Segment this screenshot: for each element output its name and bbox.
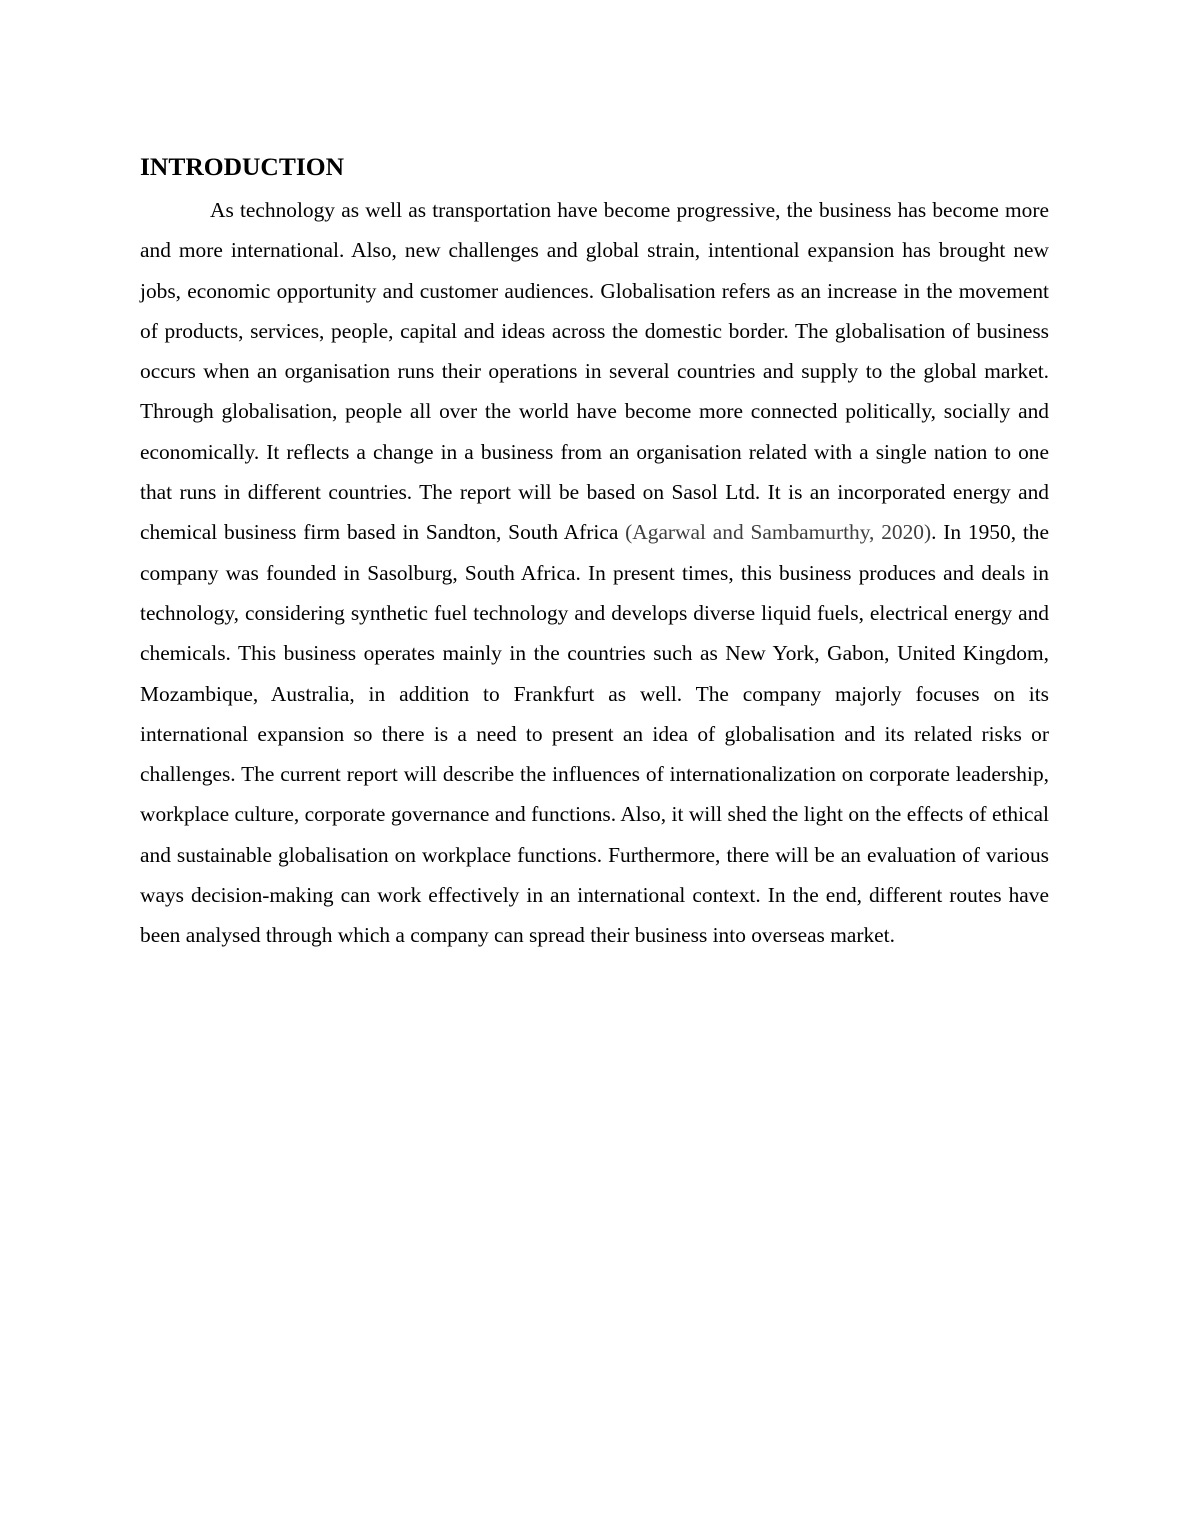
paragraph-text-before-citation: As technology as well as transportation have become progressive, the business has become more and more international. Also, new challenges and global strain, intentional expansion has brought new jobs, economic opportunity and customer audiences. Globalisation refers as an increase in the movement of products, services, people, capital and ideas across the domestic border. The globalisation of business occurs when an organisation runs their operations in several countries and supply to the global market. Through globalisation, people all over the world have become more connected politically, socially and economically. It reflects a change in a business from an organisation related with a single nation to one that runs in different countries. The report will be based on Sasol Ltd. It is an incorporated energy and chemical business firm based in Sandton, South Africa (140, 198, 1049, 545)
citation-reference: (Agarwal and Sambamurthy, 2020) (625, 520, 932, 545)
section-heading: INTRODUCTION (140, 152, 345, 181)
intro-paragraph (140, 190, 1049, 956)
paragraph-text-after-citation: . In 1950, the company was founded in Sasolburg, South Africa. In present times, this business produces and deals in technology, considering synthetic fuel technology and develops diverse liquid fuels, electrical energy and chemicals. This business operates mainly in the countries such as New York, Gabon, United Kingdom, Mozambique, Australia, in addition to Frankfurt as well. The company majorly focuses on its international expansion so there is a need to present an idea of globalisation and its related risks or challenges. The current report will describe the influences of internationalization on corporate leadership, workplace culture, corporate governance and functions. Also, it will shed the light on the effects of ethical and sustainable globalisation on workplace functions. Furthermore, there will be an evaluation of various ways decision-making can work effectively in an international context. In the end, different routes have been analysed through which a company can spread their business into overseas market. (140, 520, 1049, 948)
document-content (140, 150, 1049, 956)
